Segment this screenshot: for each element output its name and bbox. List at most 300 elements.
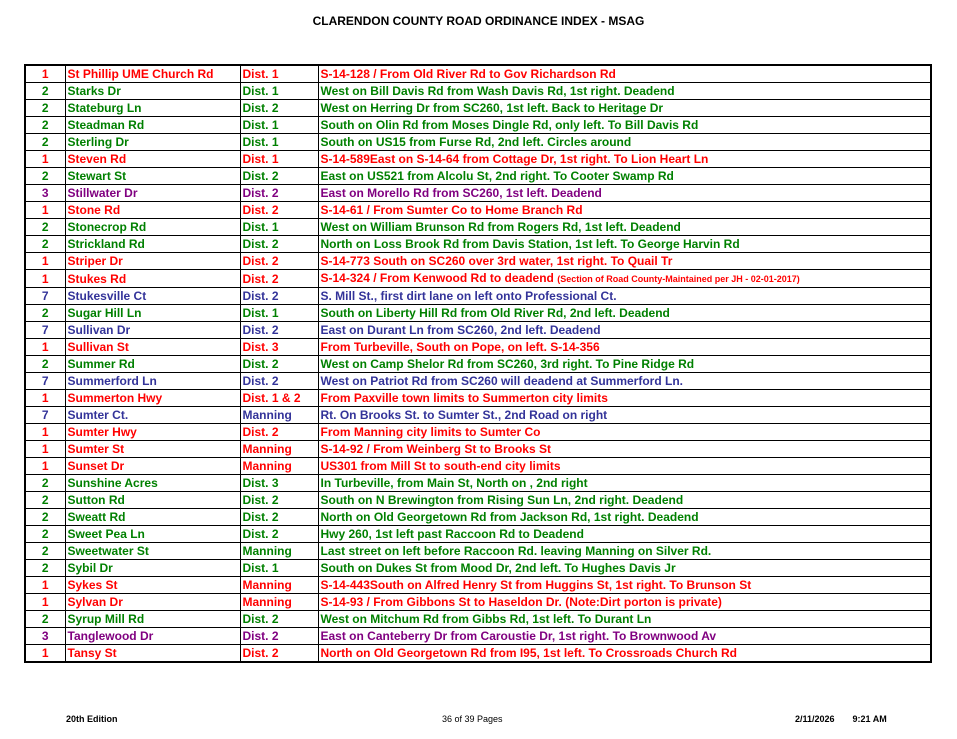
row-district	[240, 458, 318, 475]
table-row	[25, 373, 931, 390]
row-code	[25, 253, 65, 270]
row-description	[318, 560, 931, 577]
row-code-text: 2	[41, 527, 49, 541]
row-code	[25, 185, 65, 202]
row-district-text: Dist. 2	[242, 527, 279, 541]
row-note: (Section of Road County-Maintained per JH - 02-01-2017)	[557, 274, 800, 284]
row-description-text: From Manning city limits to Sumter Co	[320, 425, 541, 439]
row-code	[25, 305, 65, 322]
row-description-text: West on Patriot Rd from SC260 will deadend at Summerford Ln.	[320, 374, 683, 388]
row-description	[318, 236, 931, 253]
row-code-text: 2	[41, 220, 49, 234]
row-district-text: Dist. 1	[242, 561, 279, 575]
row-code	[25, 236, 65, 253]
table-row	[25, 356, 931, 373]
table-row	[25, 100, 931, 117]
row-description	[318, 65, 931, 83]
row-code-text: 2	[41, 612, 49, 626]
row-district	[240, 202, 318, 219]
row-road-name	[65, 390, 240, 407]
row-road-name-text: Sterling Dr	[67, 135, 129, 149]
table-row	[25, 83, 931, 100]
table-row	[25, 424, 931, 441]
row-code-text: 1	[41, 425, 49, 439]
row-road-name-text: Stonecrop Rd	[67, 220, 147, 234]
row-code-text: 2	[41, 561, 49, 575]
row-district-text: Manning	[242, 408, 292, 422]
row-road-name	[65, 526, 240, 543]
row-description-text: Last street on left before Raccoon Rd. leaving Manning on Silver Rd.	[320, 544, 712, 558]
row-road-name	[65, 441, 240, 458]
row-district	[240, 356, 318, 373]
row-road-name-text: Tansy St	[67, 646, 117, 660]
row-code-text: 7	[41, 374, 49, 388]
row-road-name-text: Sybil Dr	[67, 561, 113, 575]
row-description	[318, 543, 931, 560]
row-road-name	[65, 202, 240, 219]
row-description-text: S-14-92 / From Weinberg St to Brooks St	[320, 442, 551, 456]
row-code-text: 1	[41, 67, 49, 81]
row-description	[318, 168, 931, 185]
row-code	[25, 322, 65, 339]
row-road-name	[65, 356, 240, 373]
row-district	[240, 65, 318, 83]
row-description	[318, 100, 931, 117]
row-road-name	[65, 168, 240, 185]
row-district	[240, 407, 318, 424]
row-code-text: 2	[41, 476, 49, 490]
row-description	[318, 526, 931, 543]
row-description	[318, 611, 931, 628]
row-description	[318, 134, 931, 151]
row-description-text: West on Herring Dr from SC260, 1st left. Back to Heritage Dr	[320, 101, 664, 115]
road-ordinance-table	[24, 64, 932, 663]
row-road-name-text: Steven Rd	[67, 152, 127, 166]
row-district	[240, 305, 318, 322]
row-description	[318, 305, 931, 322]
row-road-name-text: Stateburg Ln	[67, 101, 142, 115]
row-district	[240, 390, 318, 407]
table-row	[25, 134, 931, 151]
row-code-text: 7	[41, 289, 49, 303]
table-row	[25, 509, 931, 526]
table-row	[25, 65, 931, 83]
row-district	[240, 168, 318, 185]
row-road-name-text: Sumter St	[67, 442, 125, 456]
row-description	[318, 288, 931, 305]
row-code	[25, 219, 65, 236]
table-row	[25, 628, 931, 645]
row-district	[240, 492, 318, 509]
row-description	[318, 390, 931, 407]
row-district	[240, 373, 318, 390]
row-code	[25, 202, 65, 219]
row-district	[240, 270, 318, 288]
row-district-text: Dist. 2	[242, 323, 279, 337]
row-district-text: Dist. 2	[242, 101, 279, 115]
row-district	[240, 594, 318, 611]
row-road-name	[65, 253, 240, 270]
row-description	[318, 577, 931, 594]
row-district-text: Dist. 2	[242, 271, 279, 286]
row-description	[318, 202, 931, 219]
row-description-text: South on N Brewington from Rising Sun Ln, 2nd right. Deadend	[320, 493, 684, 507]
row-district-text: Dist. 2	[242, 493, 279, 507]
table-row	[25, 594, 931, 611]
row-district	[240, 526, 318, 543]
row-district-text: Dist. 2	[242, 629, 279, 643]
row-code-text: 2	[41, 101, 49, 115]
row-code-text: 1	[41, 442, 49, 456]
row-description-text: West on William Brunson Rd from Rogers Rd, 1st left. Deadend	[320, 220, 681, 234]
footer-timestamp	[795, 714, 887, 724]
row-district	[240, 475, 318, 492]
row-code-text: 1	[41, 203, 49, 217]
row-road-name	[65, 65, 240, 83]
table-row	[25, 270, 931, 288]
row-road-name-text: Starks Dr	[67, 84, 121, 98]
row-road-name	[65, 645, 240, 663]
row-description	[318, 492, 931, 509]
row-description-text: North on Old Georgetown Rd from Jackson Rd, 1st right. Deadend	[320, 510, 699, 524]
row-description-text: Hwy 260, 1st left past Raccoon Rd to Deadend	[320, 527, 584, 541]
row-description-text: South on Liberty Hill Rd from Old River Rd, 2nd left. Deadend	[320, 306, 670, 320]
row-road-name-text: Sutton Rd	[67, 493, 125, 507]
row-road-name-text: Stone Rd	[67, 203, 121, 217]
row-description	[318, 339, 931, 356]
row-road-name	[65, 305, 240, 322]
row-district	[240, 253, 318, 270]
row-description-text: South on Dukes St from Mood Dr, 2nd left. To Hughes Davis Jr	[320, 561, 676, 575]
table-row	[25, 305, 931, 322]
row-code-text: 7	[41, 408, 49, 422]
row-description-text: S-14-773 South on SC260 over 3rd water, 1st right. To Quail Tr	[320, 254, 673, 268]
row-road-name-text: Sweet Pea Ln	[67, 527, 145, 541]
row-road-name	[65, 628, 240, 645]
table-row	[25, 168, 931, 185]
row-road-name	[65, 219, 240, 236]
row-description-text: From Turbeville, South on Pope, on left. S-14-356	[320, 340, 600, 354]
table-row	[25, 322, 931, 339]
table-row	[25, 288, 931, 305]
row-road-name	[65, 339, 240, 356]
row-description-text: S-14-324 / From Kenwood Rd to deadend	[320, 271, 554, 285]
row-district-text: Dist. 1	[242, 152, 279, 166]
row-description-text: S-14-61 / From Sumter Co to Home Branch Rd	[320, 203, 583, 217]
row-district	[240, 645, 318, 663]
row-district-text: Dist. 1	[242, 306, 279, 320]
row-district-text: Dist. 2	[242, 237, 279, 251]
row-road-name-text: Summer Rd	[67, 357, 135, 371]
row-description	[318, 475, 931, 492]
row-description	[318, 356, 931, 373]
row-code-text: 2	[41, 135, 49, 149]
row-road-name-text: Stukes Rd	[67, 271, 127, 286]
footer-edition: 20th Edition	[66, 714, 118, 724]
row-road-name-text: Steadman Rd	[67, 118, 145, 132]
row-district	[240, 577, 318, 594]
row-district	[240, 134, 318, 151]
row-code	[25, 270, 65, 288]
row-district-text: Dist. 2	[242, 646, 279, 660]
row-district-text: Dist. 3	[242, 340, 279, 354]
row-district-text: Dist. 2	[242, 289, 279, 303]
row-district-text: Dist. 1 & 2	[242, 391, 301, 405]
row-road-name	[65, 475, 240, 492]
row-description-text: S-14-128 / From Old River Rd to Gov Richardson Rd	[320, 67, 616, 81]
row-road-name-text: Stewart St	[67, 169, 127, 183]
row-district-text: Dist. 1	[242, 135, 279, 149]
table-row	[25, 543, 931, 560]
row-road-name-text: Stillwater Dr	[67, 186, 138, 200]
row-code-text: 1	[41, 578, 49, 592]
row-district-text: Dist. 2	[242, 510, 279, 524]
table-row	[25, 117, 931, 134]
row-road-name-text: Tanglewood Dr	[67, 629, 154, 643]
row-road-name	[65, 407, 240, 424]
row-code	[25, 475, 65, 492]
row-code	[25, 441, 65, 458]
row-code	[25, 611, 65, 628]
row-description	[318, 219, 931, 236]
row-code-text: 2	[41, 237, 49, 251]
row-code	[25, 168, 65, 185]
row-road-name	[65, 134, 240, 151]
row-description	[318, 424, 931, 441]
row-code	[25, 645, 65, 663]
row-district-text: Manning	[242, 442, 292, 456]
row-description-text: West on Camp Shelor Rd from SC260, 3rd right. To Pine Ridge Rd	[320, 357, 695, 371]
row-road-name-text: Sunshine Acres	[67, 476, 158, 490]
row-code	[25, 100, 65, 117]
row-district	[240, 83, 318, 100]
row-code	[25, 577, 65, 594]
row-description-text: East on US521 from Alcolu St, 2nd right. To Cooter Swamp Rd	[320, 169, 674, 183]
row-description-text: East on Durant Ln from SC260, 2nd left. Deadend	[320, 323, 601, 337]
table-row	[25, 645, 931, 663]
row-description-text: From Paxville town limits to Summerton city limits	[320, 391, 608, 405]
row-road-name	[65, 492, 240, 509]
row-code	[25, 458, 65, 475]
row-code-text: 2	[41, 544, 49, 558]
table-row	[25, 219, 931, 236]
row-code	[25, 356, 65, 373]
row-district-text: Dist. 1	[242, 84, 279, 98]
row-code	[25, 134, 65, 151]
page-title: CLARENDON COUNTY ROAD ORDINANCE INDEX - MSAG	[312, 14, 645, 28]
row-district-text: Dist. 2	[242, 186, 279, 200]
row-description	[318, 185, 931, 202]
footer-page-count: 36 of 39 Pages	[442, 714, 503, 724]
row-district	[240, 236, 318, 253]
row-code	[25, 373, 65, 390]
row-district-text: Dist. 2	[242, 425, 279, 439]
row-road-name	[65, 458, 240, 475]
row-code-text: 7	[41, 323, 49, 337]
row-district	[240, 424, 318, 441]
row-district	[240, 288, 318, 305]
row-code	[25, 151, 65, 168]
row-road-name	[65, 424, 240, 441]
table-row	[25, 202, 931, 219]
row-description-text: West on Mitchum Rd from Gibbs Rd, 1st left. To Durant Ln	[320, 612, 652, 626]
row-district-text: Dist. 3	[242, 476, 279, 490]
row-description-text: S. Mill St., first dirt lane on left onto Professional Ct.	[320, 289, 617, 303]
row-district	[240, 611, 318, 628]
row-district	[240, 100, 318, 117]
row-road-name-text: Sumter Ct.	[67, 408, 129, 422]
row-code-text: 2	[41, 357, 49, 371]
row-district	[240, 560, 318, 577]
row-road-name-text: Syrup Mill Rd	[67, 612, 145, 626]
row-road-name	[65, 322, 240, 339]
table-row	[25, 475, 931, 492]
table-row	[25, 253, 931, 270]
row-code	[25, 526, 65, 543]
row-description-text: US301 from Mill St to south-end city limits	[320, 459, 561, 473]
row-code	[25, 288, 65, 305]
row-code	[25, 492, 65, 509]
row-code	[25, 117, 65, 134]
row-road-name-text: Summerton Hwy	[67, 391, 163, 405]
table-row	[25, 185, 931, 202]
row-description-text: In Turbeville, from Main St, North on , 2nd right	[320, 476, 588, 490]
row-road-name	[65, 560, 240, 577]
row-description	[318, 83, 931, 100]
row-code-text: 1	[41, 595, 49, 609]
table-row	[25, 492, 931, 509]
row-code	[25, 594, 65, 611]
row-code	[25, 509, 65, 526]
row-district-text: Dist. 1	[242, 118, 279, 132]
row-code-text: 1	[41, 152, 49, 166]
row-road-name	[65, 288, 240, 305]
row-road-name-text: Sweetwater St	[67, 544, 149, 558]
row-code	[25, 424, 65, 441]
row-road-name	[65, 594, 240, 611]
footer-date: 2/11/2026	[795, 714, 835, 724]
row-description	[318, 645, 931, 663]
row-code-text: 1	[41, 646, 49, 660]
row-road-name-text: Striper Dr	[67, 254, 123, 268]
table-row	[25, 577, 931, 594]
row-road-name-text: Sweatt Rd	[67, 510, 126, 524]
row-code	[25, 560, 65, 577]
row-road-name	[65, 100, 240, 117]
row-district-text: Dist. 1	[242, 67, 279, 81]
table-row	[25, 560, 931, 577]
row-road-name	[65, 151, 240, 168]
row-district-text: Manning	[242, 578, 292, 592]
row-district-text: Dist. 2	[242, 374, 279, 388]
row-district	[240, 219, 318, 236]
row-code	[25, 628, 65, 645]
row-road-name	[65, 373, 240, 390]
footer-time: 9:21 AM	[852, 714, 887, 724]
row-code-text: 3	[41, 186, 49, 200]
row-district	[240, 628, 318, 645]
row-road-name	[65, 117, 240, 134]
row-description-text: South on Olin Rd from Moses Dingle Rd, only left. To Bill Davis Rd	[320, 118, 699, 132]
row-road-name-text: Sunset Dr	[67, 459, 125, 473]
table-row	[25, 526, 931, 543]
row-description-text: East on Morello Rd from SC260, 1st left. Deadend	[320, 186, 602, 200]
row-description-text: West on Bill Davis Rd from Wash Davis Rd, 1st right. Deadend	[320, 84, 675, 98]
table-row	[25, 611, 931, 628]
row-district	[240, 441, 318, 458]
row-code-text: 2	[41, 84, 49, 98]
row-district-text: Manning	[242, 544, 292, 558]
row-road-name-text: Sugar Hill Ln	[67, 306, 142, 320]
row-code-text: 2	[41, 510, 49, 524]
row-district	[240, 117, 318, 134]
row-road-name	[65, 83, 240, 100]
row-description	[318, 270, 931, 288]
row-code-text: 2	[41, 169, 49, 183]
row-district	[240, 543, 318, 560]
row-description	[318, 509, 931, 526]
row-road-name	[65, 543, 240, 560]
row-district-text: Dist. 2	[242, 357, 279, 371]
row-road-name	[65, 185, 240, 202]
row-description	[318, 628, 931, 645]
row-district	[240, 322, 318, 339]
row-district-text: Manning	[242, 595, 292, 609]
row-code-text: 1	[41, 271, 49, 286]
row-road-name	[65, 577, 240, 594]
row-description-text: Rt. On Brooks St. to Sumter St., 2nd Road on right	[320, 408, 608, 422]
row-description	[318, 253, 931, 270]
row-code	[25, 390, 65, 407]
table-row	[25, 151, 931, 168]
row-road-name	[65, 509, 240, 526]
row-road-name-text: Sullivan Dr	[67, 323, 131, 337]
row-description-text: S-14-589East on S-14-64 from Cottage Dr, 1st right. To Lion Heart Ln	[320, 152, 709, 166]
row-district	[240, 185, 318, 202]
row-code-text: 2	[41, 306, 49, 320]
table-row	[25, 236, 931, 253]
row-description-text: North on Old Georgetown Rd from I95, 1st left. To Crossroads Church Rd	[320, 646, 737, 660]
row-road-name-text: Strickland Rd	[67, 237, 145, 251]
row-district	[240, 151, 318, 168]
table-row	[25, 339, 931, 356]
row-description	[318, 373, 931, 390]
row-description	[318, 117, 931, 134]
row-district-text: Dist. 2	[242, 254, 279, 268]
row-road-name-text: Sykes St	[67, 578, 118, 592]
row-district-text: Dist. 2	[242, 169, 279, 183]
row-description	[318, 441, 931, 458]
table-row	[25, 458, 931, 475]
row-code-text: 1	[41, 254, 49, 268]
row-code-text: 2	[41, 118, 49, 132]
table-row	[25, 407, 931, 424]
row-road-name-text: Sumter Hwy	[67, 425, 137, 439]
table-row	[25, 441, 931, 458]
row-code-text: 2	[41, 493, 49, 507]
row-code	[25, 65, 65, 83]
row-description-text: East on Canteberry Dr from Caroustie Dr, 1st right. To Brownwood Av	[320, 629, 717, 643]
row-road-name-text: St Phillip UME Church Rd	[67, 67, 214, 81]
row-code-text: 3	[41, 629, 49, 643]
row-code-text: 1	[41, 459, 49, 473]
row-code-text: 1	[41, 340, 49, 354]
row-description	[318, 322, 931, 339]
row-description	[318, 407, 931, 424]
row-code	[25, 83, 65, 100]
row-description	[318, 151, 931, 168]
row-description-text: S-14-93 / From Gibbons St to Haseldon Dr. (Note:Dirt porton is private)	[320, 595, 722, 609]
